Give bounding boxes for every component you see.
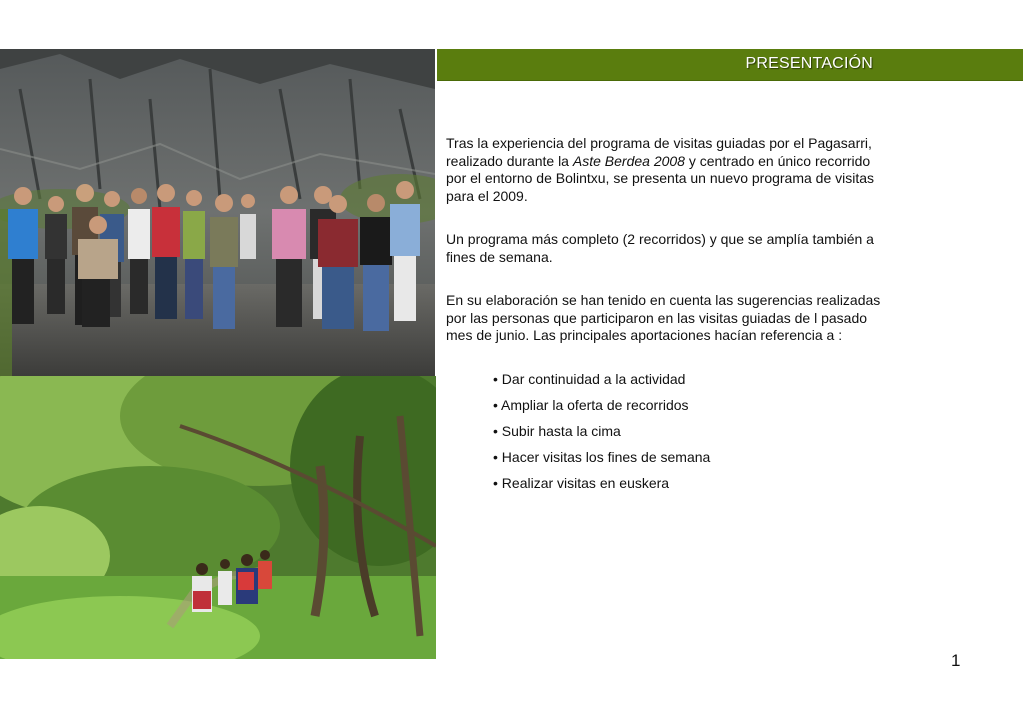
list-item: • Ampliar la oferta de recorridos bbox=[493, 396, 689, 413]
title-bar bbox=[437, 49, 1023, 81]
list-item: • Hacer visitas los fines de semana bbox=[493, 448, 711, 465]
slide-body bbox=[446, 135, 886, 501]
slide-title: PRESENTACIÓN bbox=[745, 55, 873, 72]
intro-text-start: Tras la experiencia del programa de visitas guiadas por el Pagasarri, realizado durante la bbox=[446, 135, 872, 169]
program-paragraph: Un programa más completo (2 recorridos) y que se amplía también a fines de semana. bbox=[446, 231, 874, 265]
group-photo bbox=[0, 49, 435, 376]
event-name: Aste Berdea 2008 bbox=[572, 152, 685, 169]
intro-text-end: y centrado en único recorrido por el entorno de Bolintxu, se presenta un nuevo programa de visitas para el 2009. bbox=[446, 152, 875, 204]
list-item: • Subir hasta la cima bbox=[493, 422, 621, 439]
contributions-list bbox=[446, 371, 886, 493]
list-item: • Dar continuidad a la actividad bbox=[493, 370, 686, 387]
intro-paragraph bbox=[446, 135, 886, 205]
page-number: 1 bbox=[951, 651, 961, 670]
suggestions-paragraph: En su elaboración se han tenido en cuenta las sugerencias realizadas por las personas que participaron en las visitas guiadas de l pasado mes de junio. Las principales aportaciones hacían referencia a : bbox=[446, 292, 881, 343]
list-item: • Realizar visitas en euskera bbox=[493, 474, 670, 491]
forest-trail-photo bbox=[0, 376, 436, 659]
